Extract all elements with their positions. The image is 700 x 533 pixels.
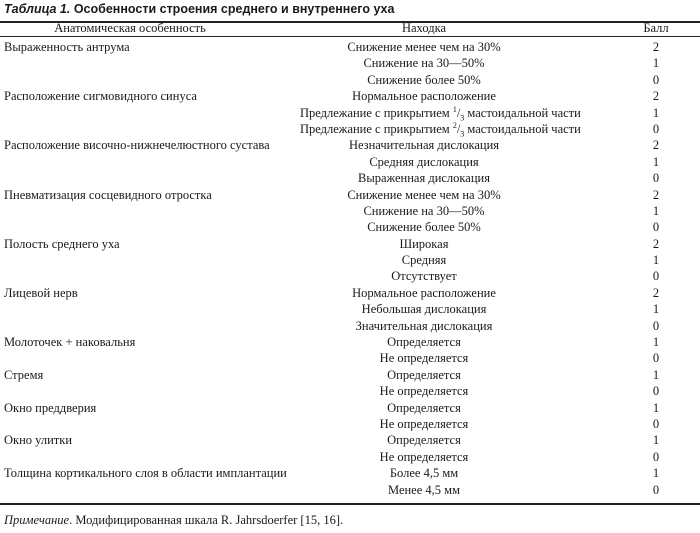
finding-cell: Определяется bbox=[387, 433, 461, 448]
finding-cell: Нормальное расположение bbox=[352, 285, 496, 300]
table-row bbox=[0, 236, 700, 252]
finding-cell: Выраженная дислокация bbox=[357, 171, 490, 186]
feature-cell: Расположение сигмовидного синуса bbox=[4, 89, 197, 104]
table-note-text: . Модифицированная шкала R. Jahrsdoerfer [15, 16]. bbox=[69, 513, 344, 527]
finding-cell: Небольшая дислокация bbox=[361, 302, 487, 317]
table-row bbox=[0, 88, 700, 104]
table-row bbox=[0, 383, 700, 399]
finding-cell: Не определяется bbox=[379, 416, 469, 431]
feature-cell: Стремя bbox=[4, 367, 44, 382]
score-cell: 2 bbox=[652, 89, 660, 104]
table-row bbox=[0, 105, 700, 121]
finding-cell: Определяется bbox=[387, 367, 461, 382]
table-note-label: Примечание bbox=[4, 513, 70, 527]
header-feature: Анатомическая особенность bbox=[54, 21, 206, 35]
table-row bbox=[0, 154, 700, 170]
finding-cell: Не определяется bbox=[379, 351, 469, 366]
table-row bbox=[0, 400, 700, 416]
finding-cell: Определяется bbox=[387, 400, 461, 415]
feature-cell: Окно преддверия bbox=[4, 400, 97, 415]
feature-cell: Расположение височно-нижнечелюстного сустава bbox=[4, 138, 270, 153]
score-cell: 2 bbox=[652, 138, 660, 153]
table-row bbox=[0, 203, 700, 219]
finding-cell: Незначительная дислокация bbox=[348, 138, 500, 153]
table-row bbox=[0, 219, 700, 235]
finding-cell: Снижение менее чем на 30% bbox=[347, 40, 501, 54]
score-cell: 0 bbox=[652, 72, 660, 87]
finding-cell: Снижение на 30—50% bbox=[363, 56, 485, 71]
finding-cell: Предлежание с прикрытием $^2/_3$ мастоидальной части bbox=[300, 120, 581, 139]
finding-cell: Средняя bbox=[401, 253, 447, 268]
finding-cell: Широкая bbox=[399, 236, 449, 251]
table-row bbox=[0, 252, 700, 268]
header-score: Балл bbox=[643, 21, 669, 35]
table-row bbox=[0, 482, 700, 498]
score-cell: 2 bbox=[652, 236, 660, 251]
score-cell: 1 bbox=[652, 105, 660, 120]
table-note bbox=[4, 513, 343, 528]
table-row bbox=[0, 449, 700, 465]
table-caption-title: Особенности строения среднего и внутреннего уха bbox=[73, 2, 395, 16]
table-row bbox=[0, 268, 700, 284]
table-row bbox=[0, 170, 700, 186]
table-row bbox=[0, 367, 700, 383]
finding-cell: Не определяется bbox=[379, 384, 469, 399]
finding-cell: Снижение более 50% bbox=[367, 72, 481, 87]
score-cell: 2 bbox=[652, 40, 660, 54]
table-row bbox=[0, 55, 700, 71]
table-row bbox=[0, 285, 700, 301]
score-cell: 1 bbox=[652, 154, 660, 169]
table-row bbox=[0, 301, 700, 317]
feature-cell: Окно улитки bbox=[4, 433, 73, 448]
finding-cell: Менее 4,5 мм bbox=[388, 482, 460, 497]
feature-cell: Пневматизация сосцевидного отростка bbox=[4, 187, 212, 202]
table-caption-label: Таблица 1. bbox=[4, 2, 71, 16]
score-cell: 1 bbox=[652, 367, 660, 382]
score-cell: 0 bbox=[652, 449, 660, 464]
score-cell: 0 bbox=[652, 171, 660, 186]
table-row bbox=[0, 137, 700, 153]
finding-cell: Более 4,5 мм bbox=[389, 466, 459, 481]
finding-cell: Отсутствует bbox=[391, 269, 457, 284]
finding-cell: Значительная дислокация bbox=[355, 318, 493, 333]
table-row bbox=[0, 187, 700, 203]
finding-cell: Снижение на 30—50% bbox=[363, 203, 485, 218]
table-body bbox=[0, 39, 700, 498]
score-cell: 1 bbox=[652, 400, 660, 415]
score-cell: 1 bbox=[652, 466, 660, 481]
score-cell: 0 bbox=[652, 121, 660, 136]
score-cell: 0 bbox=[652, 269, 660, 284]
score-cell: 0 bbox=[652, 351, 660, 366]
score-cell: 1 bbox=[652, 335, 660, 350]
finding-cell: Определяется bbox=[387, 335, 461, 350]
feature-cell: Толщина кортикального слоя в области имплантации bbox=[4, 466, 287, 481]
score-cell: 0 bbox=[652, 220, 660, 235]
score-cell: 0 bbox=[652, 384, 660, 399]
score-cell: 2 bbox=[652, 285, 660, 300]
score-cell: 0 bbox=[652, 482, 660, 497]
header-finding: Находка bbox=[401, 21, 447, 35]
score-cell: 0 bbox=[652, 318, 660, 333]
table-row bbox=[0, 39, 700, 55]
table-row bbox=[0, 465, 700, 481]
finding-cell: Снижение менее чем на 30% bbox=[347, 187, 501, 202]
table-row bbox=[0, 416, 700, 432]
score-cell: 1 bbox=[652, 56, 660, 71]
feature-cell: Молоточек + наковальня bbox=[4, 335, 136, 350]
finding-cell: Средняя дислокация bbox=[369, 154, 479, 169]
finding-cell: Предлежание с прикрытием $^1/_3$ мастоидальной части bbox=[300, 104, 581, 123]
feature-cell: Выраженность антрума bbox=[4, 40, 130, 54]
table-row bbox=[0, 350, 700, 366]
table-header-rule bbox=[0, 36, 700, 37]
score-cell: 1 bbox=[652, 203, 660, 218]
score-cell: 2 bbox=[652, 187, 660, 202]
score-cell: 0 bbox=[652, 416, 660, 431]
table-row bbox=[0, 72, 700, 88]
table-row bbox=[0, 334, 700, 350]
score-cell: 1 bbox=[652, 253, 660, 268]
finding-cell: Снижение более 50% bbox=[367, 220, 481, 235]
table-row bbox=[0, 121, 700, 137]
table-row bbox=[0, 432, 700, 448]
table-bottom-rule bbox=[0, 503, 700, 505]
feature-cell: Полость среднего уха bbox=[4, 236, 120, 251]
finding-cell: Нормальное расположение bbox=[352, 89, 496, 104]
table-caption bbox=[4, 2, 394, 16]
finding-cell: Не определяется bbox=[379, 449, 469, 464]
score-cell: 1 bbox=[652, 433, 660, 448]
feature-cell: Лицевой нерв bbox=[4, 285, 78, 300]
table-row bbox=[0, 318, 700, 334]
score-cell: 1 bbox=[652, 302, 660, 317]
